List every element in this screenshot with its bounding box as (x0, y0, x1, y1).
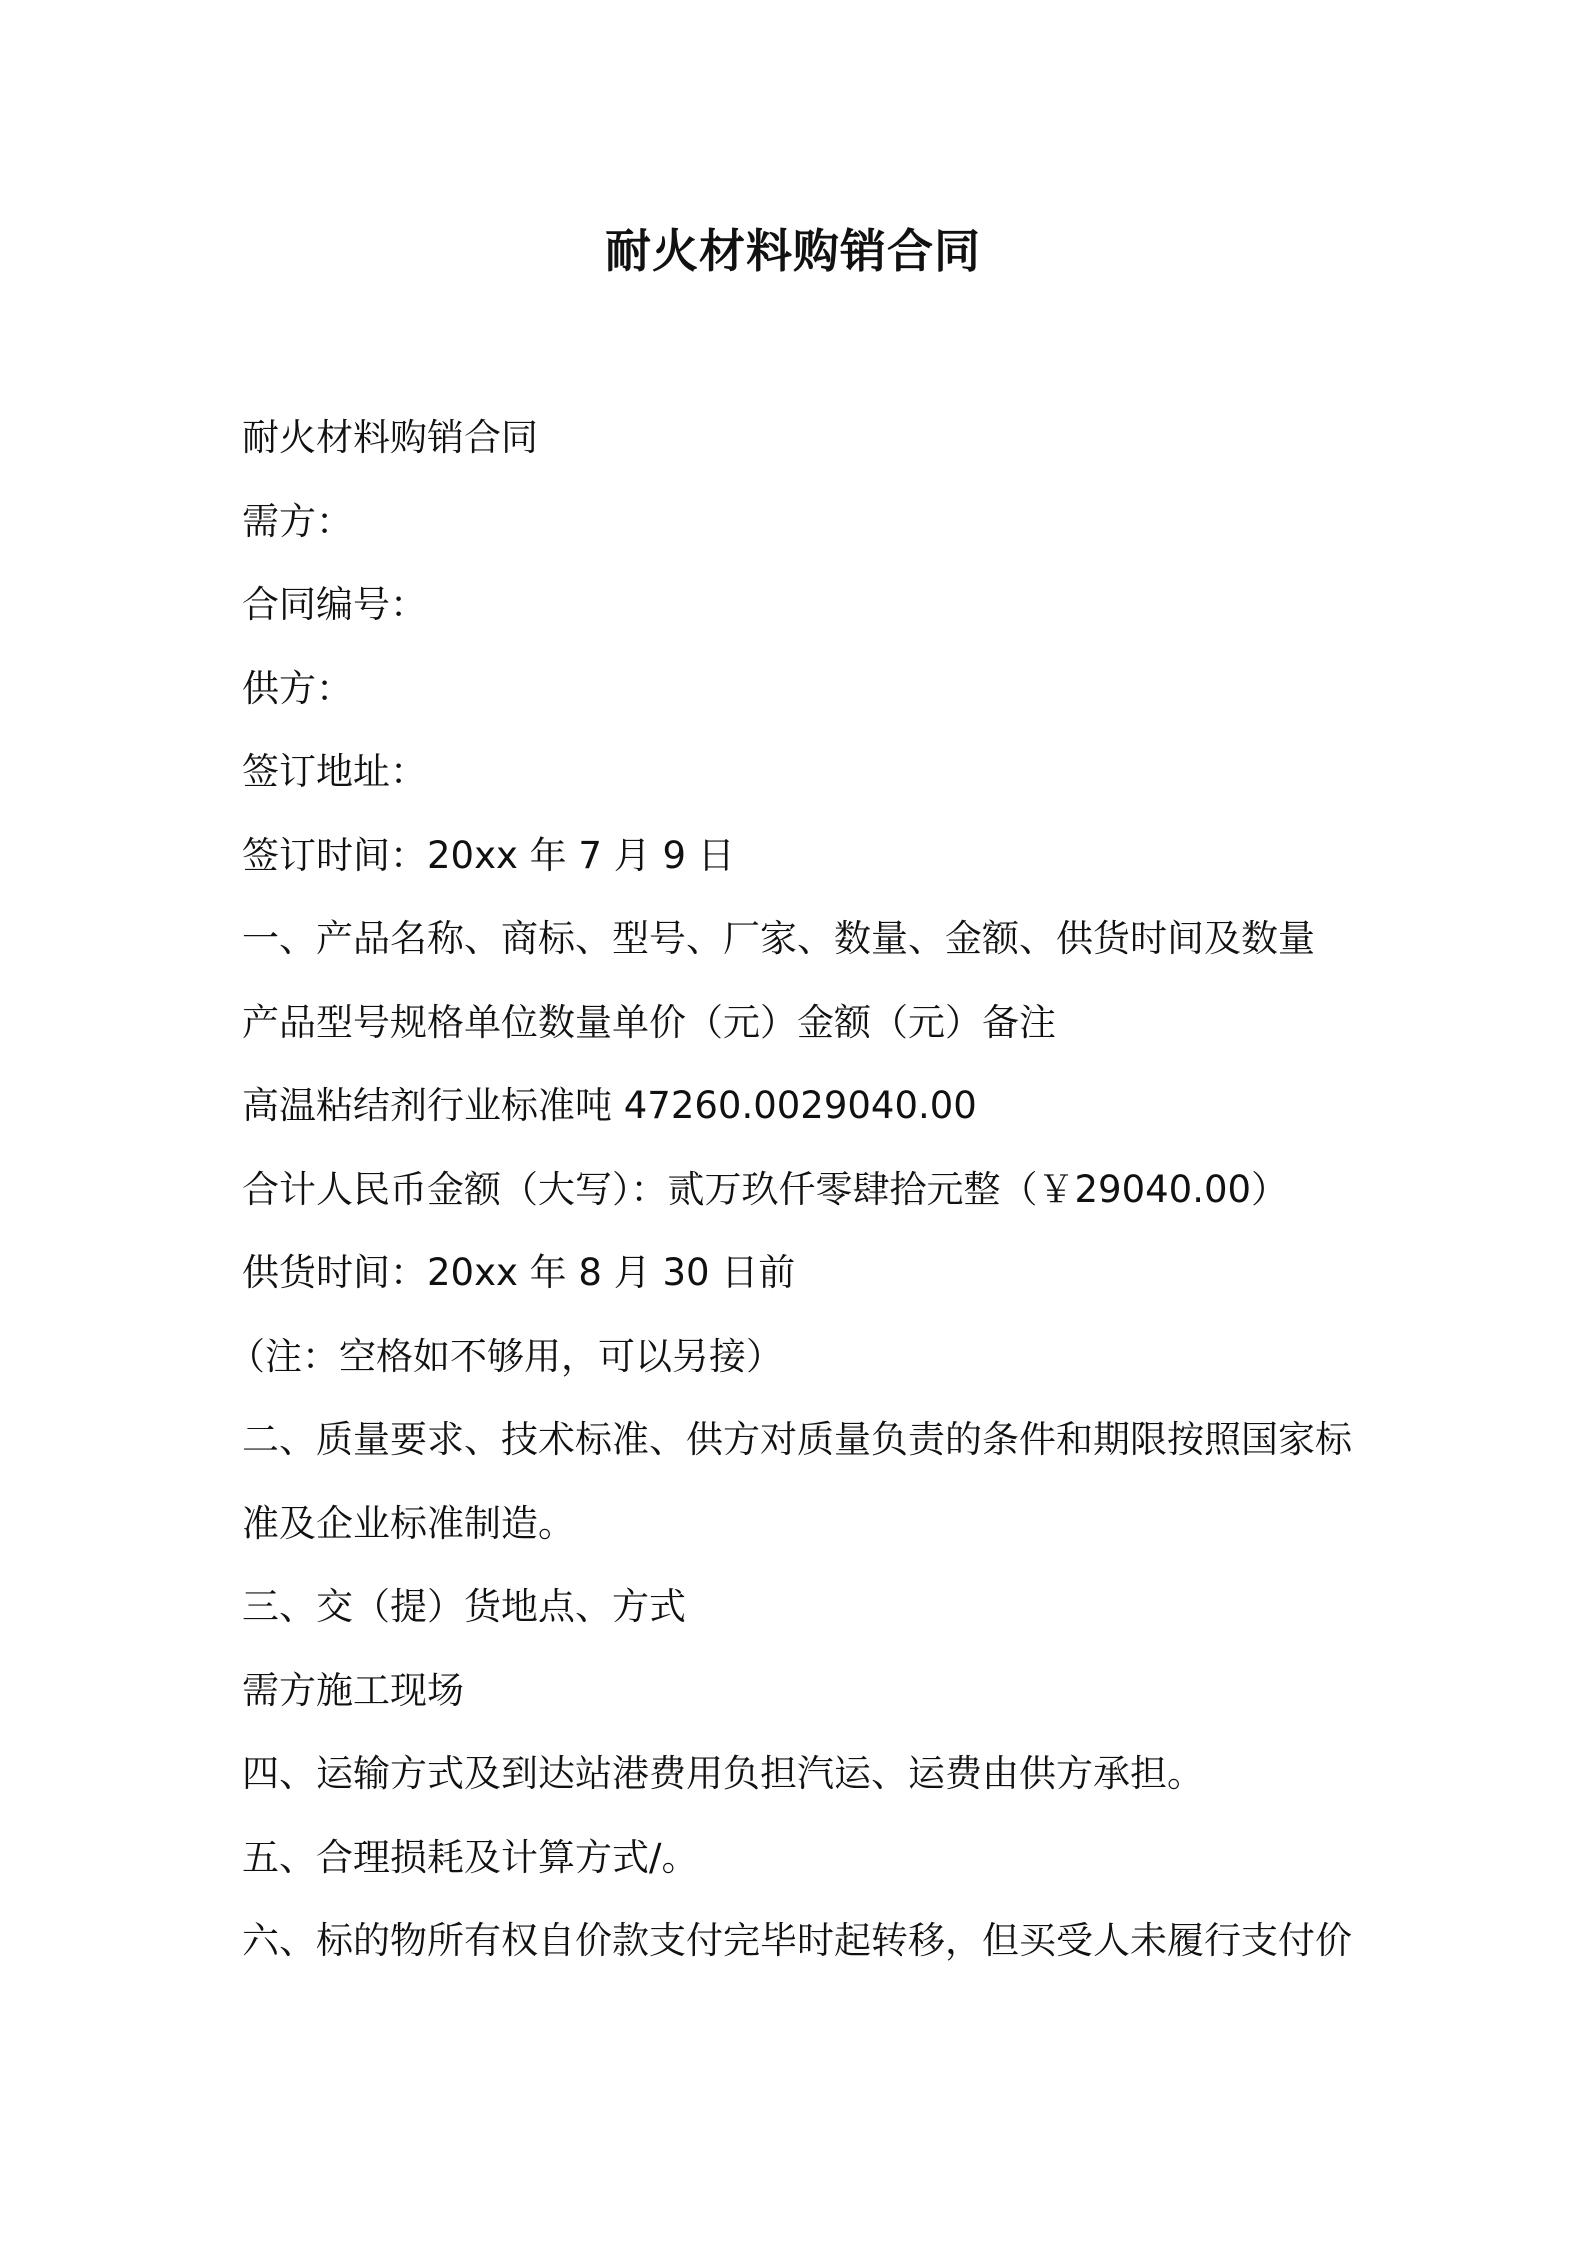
section-3-heading: 三、交（提）货地点、方式 (242, 1585, 686, 1628)
section-6-line-1: 六、标的物所有权自价款支付完毕时起转移，但买受人未履行支付价 (242, 1919, 1352, 1962)
section-4: 四、运输方式及到达站港费用负担汽运、运费由供方承担。 (242, 1752, 1204, 1795)
table-note: （注：空格如不够用，可以另接） (228, 1334, 783, 1378)
product-table-row: 高温粘结剂行业标准吨 47260.0029040.00 (242, 1084, 977, 1127)
contract-number-field: 合同编号： (242, 583, 427, 626)
section-2-line-1: 二、质量要求、技术标准、供方对质量负责的条件和期限按照国家标 (242, 1418, 1352, 1461)
body-heading: 耐火材料购销合同 (242, 416, 538, 459)
section-1-heading: 一、产品名称、商标、型号、厂家、数量、金额、供货时间及数量 (242, 917, 1315, 960)
document-body (228, 408, 1372, 1995)
section-5: 五、合理损耗及计算方式/。 (242, 1835, 699, 1879)
delivery-date: 供货时间：20xx 年 8 月 30 日前 (242, 1251, 796, 1294)
signing-address-field: 签订地址： (242, 750, 427, 793)
signing-date-field: 签订时间：20xx 年 7 月 9 日 (242, 833, 735, 877)
section-2-line-2: 准及企业标准制造。 (242, 1501, 575, 1545)
product-table-header: 产品型号规格单位数量单价（元）金额（元）备注 (242, 1000, 1056, 1044)
buyer-field: 需方： (242, 499, 353, 543)
total-amount: 合计人民币金额（大写）：贰万玖仟零肆拾元整（￥29040.00） (242, 1167, 1289, 1211)
section-3-content: 需方施工现场 (242, 1668, 464, 1712)
supplier-field: 供方： (242, 666, 353, 710)
document-title: 耐火材料购销合同 (605, 224, 981, 278)
